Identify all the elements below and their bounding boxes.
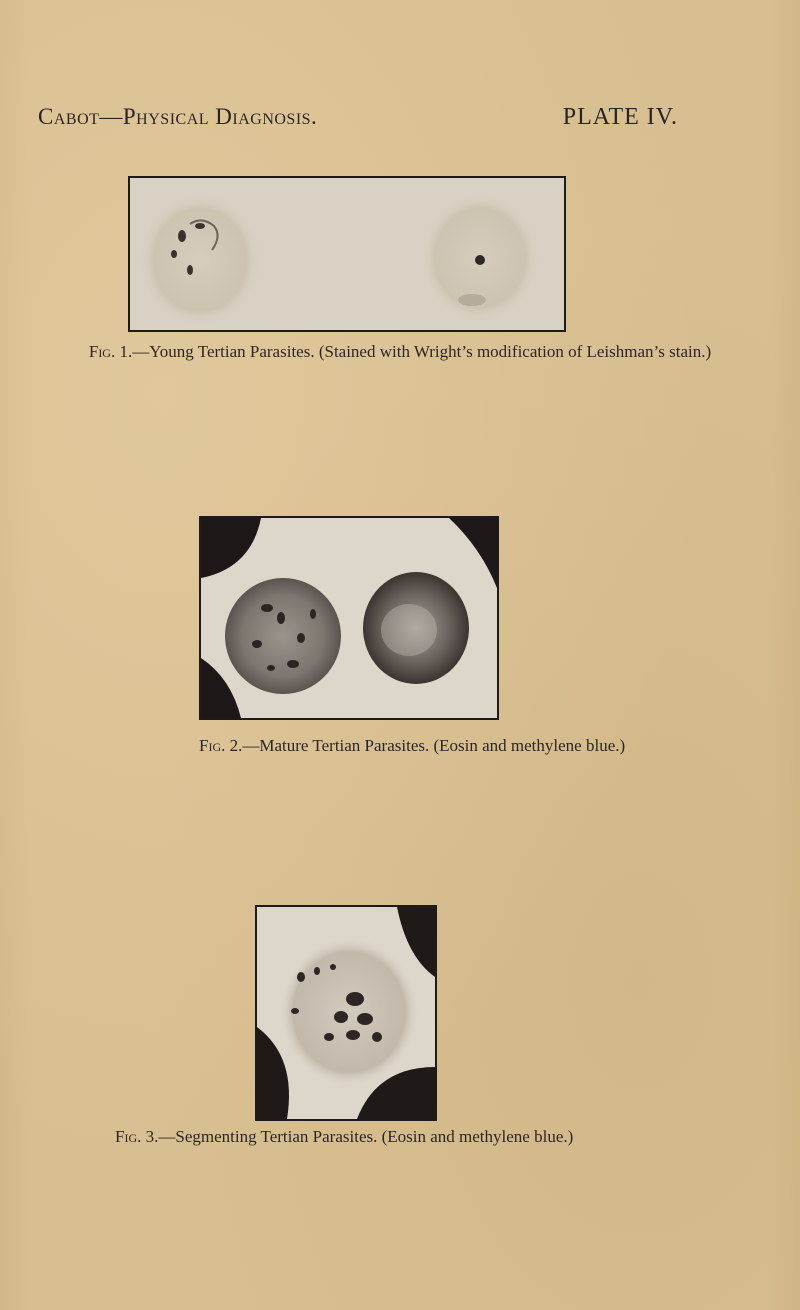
figure-3-micrograph [255,905,437,1121]
figure-2-micrograph [199,516,499,720]
figure-1-micrograph [128,176,566,332]
figure-2-label: Fig. 2. [199,736,243,755]
adjacent-cell-top-right [449,518,497,588]
parasite-ring-right [458,294,486,306]
parasite-body-right [381,604,437,656]
adjacent-cell-bottom-left [257,1027,289,1119]
parasitized-cell-left [225,578,341,694]
red-cell-left [138,192,262,328]
parasite-dot-right [475,255,485,265]
figure-1-label: Fig. 1. [88,342,133,361]
figure-3-caption-text: —Segmenting Tertian Parasites. (Eosin and methylene blue.) [158,1127,574,1146]
figure-3-illustration [257,907,435,1119]
figure-1-caption [40,341,760,362]
figure-3-caption [115,1126,573,1147]
figure-1-caption-text: —Young Tertian Parasites. (Stained with Wright’s modification of Leishman’s stain.) [132,342,712,361]
page-header [38,104,678,144]
figure-2-caption-text: —Mature Tertian Parasites. (Eosin and methylene blue.) [242,736,626,755]
plate-label: PLATE IV. [562,104,678,130]
running-title: Cabot—Physical Diagnosis. [38,104,318,129]
segmenting-cell [279,937,419,1087]
figure-2-caption [199,735,625,756]
figure-3-label: Fig. 3. [115,1127,159,1146]
adjacent-cell-top-left [201,518,261,578]
figure-1-illustration [130,178,564,330]
figure-2-illustration [201,518,497,718]
